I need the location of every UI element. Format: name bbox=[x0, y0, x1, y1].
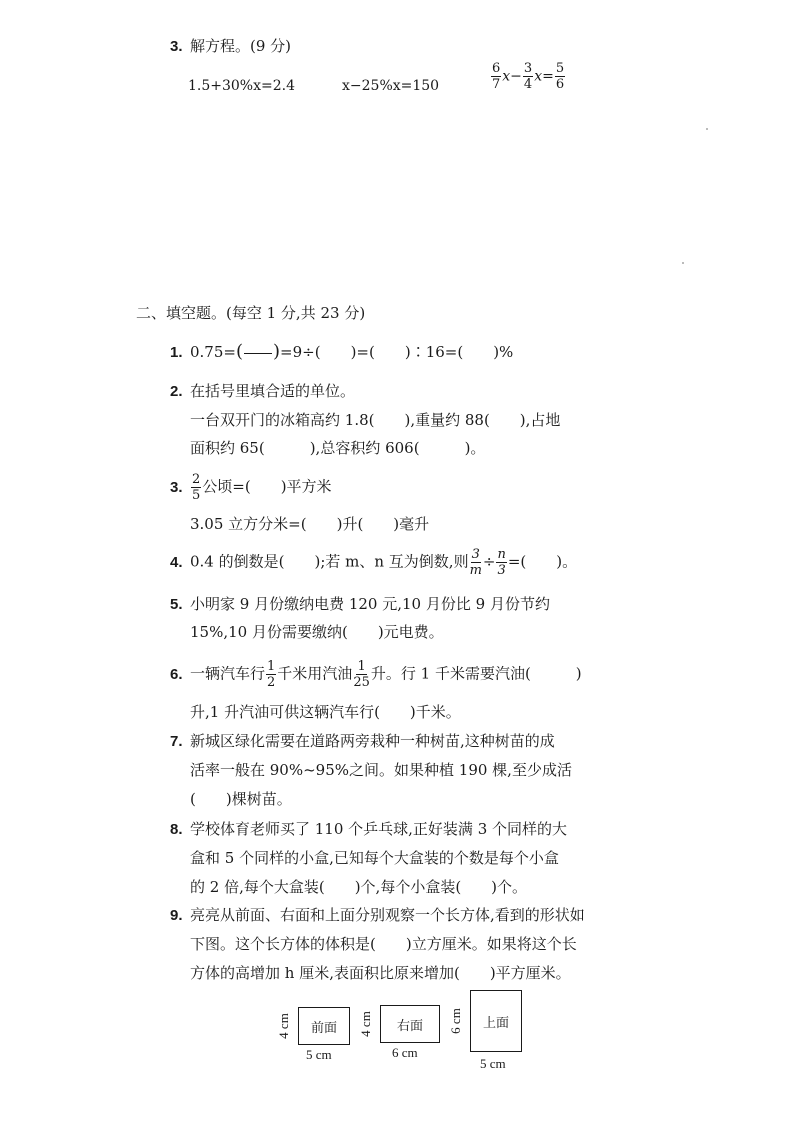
fraction: $\frac{5}{6}$ bbox=[555, 61, 565, 92]
top-width-label: 5 cm bbox=[480, 1056, 506, 1071]
fill-q8-line2: 盒和 5 个同样的小盒,已知每个大盒装的个数是每个小盒 bbox=[190, 849, 559, 867]
fill-q9-line2: 下图。这个长方体的体积是( )立方厘米。如果将这个长 bbox=[190, 935, 577, 953]
equation-2: x−25%x=150 bbox=[342, 78, 440, 94]
fill-q8-line3: 的 2 倍,每个大盒装( )个,每个小盒装( )个。 bbox=[190, 878, 528, 896]
top-view-rect bbox=[470, 990, 522, 1052]
right-view-rect bbox=[380, 1005, 440, 1043]
front-view-label: 前面 bbox=[310, 1020, 337, 1036]
fraction: $\frac{3}{m}$ bbox=[469, 547, 482, 578]
fraction: $\frac{3}{4}$ bbox=[523, 61, 533, 92]
fill-q5-line2: 15%,10 月份需要缴纳( )元电费。 bbox=[190, 623, 444, 641]
fraction: $\frac{1}{2}$ bbox=[267, 659, 276, 690]
fill-q6: 6. 一辆汽车行 $\frac{1}{2}$ 千米用汽油 $\frac{1}{25}$ 升。行 1 千米需要汽油( ) bbox=[170, 659, 582, 690]
fill-q2-line3: 面积约 65( ),总容积约 606( )。 bbox=[190, 439, 486, 457]
fill-q6-line2: 升,1 升汽油可供这辆汽车行( )千米。 bbox=[190, 703, 461, 721]
fraction: $\frac{n}{3}$ bbox=[497, 547, 506, 578]
front-view-rect bbox=[298, 1007, 350, 1045]
fill-q9-line3: 方体的高增加 h 厘米,表面积比原来增加( )平方厘米。 bbox=[190, 964, 571, 982]
fraction: $\frac{6}{7}$ bbox=[492, 61, 501, 92]
front-width-label: 5 cm bbox=[306, 1047, 332, 1062]
fill-q7-line2: 活率一般在 90%~95%之间。如果种植 190 棵,至少成活 bbox=[190, 761, 572, 779]
fill-q9: 9. 亮亮从前面、右面和上面分别观察一个长方体,看到的形状如 bbox=[170, 906, 585, 924]
fraction-blank bbox=[244, 339, 272, 367]
right-height-label: 4 cm bbox=[357, 1011, 373, 1037]
top-height-label: 6 cm bbox=[447, 1008, 463, 1034]
fill-q3: 3. $\frac{2}{5}$ 公顷=( )平方米 bbox=[170, 472, 332, 503]
section-heading-fill-blank: 二、填空题。(每空 1 分,共 23 分) bbox=[136, 304, 366, 322]
fill-q7: 7. 新城区绿化需要在道路两旁栽种一种树苗,这种树苗的成 bbox=[170, 732, 555, 750]
fill-q1: 1. 0.75=( )=9÷( )=( )∶16=( )% bbox=[170, 339, 513, 367]
fill-q5: 5. 小明家 9 月份缴纳电费 120 元,10 月份比 9 月份节约 bbox=[170, 595, 550, 613]
top-view-label: 上面 bbox=[482, 1015, 509, 1031]
fill-q3-line2: 3.05 立方分米=( )升( )毫升 bbox=[190, 515, 430, 533]
right-view-label: 右面 bbox=[396, 1018, 423, 1034]
fraction: $\frac{2}{5}$ bbox=[192, 472, 201, 503]
equation-3: $\frac{6}{7}$ x− $\frac{3}{4}$ x= $\frac{5}{6}$ bbox=[492, 61, 565, 92]
question-number: 3. bbox=[170, 38, 183, 55]
right-width-label: 6 cm bbox=[392, 1045, 418, 1060]
equation-1: 1.5+30%x=2.4 bbox=[188, 78, 296, 94]
fill-q4: 4. 0.4 的倒数是( );若 m、n 互为倒数,则 $\frac{3}{m}$ ÷ $\frac{n}{3}$ =( )。 bbox=[170, 547, 578, 578]
front-height-label: 4 cm bbox=[275, 1013, 291, 1039]
fraction: $\frac{1}{25}$ bbox=[353, 659, 370, 690]
fill-q8: 8. 学校体育老师买了 110 个乒乓球,正好装满 3 个同样的大 bbox=[170, 820, 568, 838]
q3-solve-title: 3. 解方程。(9 分) bbox=[170, 37, 292, 55]
fill-q7-line3: ( )棵树苗。 bbox=[190, 790, 292, 808]
fill-q2-line2: 一台双开门的冰箱高约 1.8( ),重量约 88( ),占地 bbox=[190, 411, 561, 429]
fill-q2: 2. 在括号里填合适的单位。 bbox=[170, 382, 356, 400]
